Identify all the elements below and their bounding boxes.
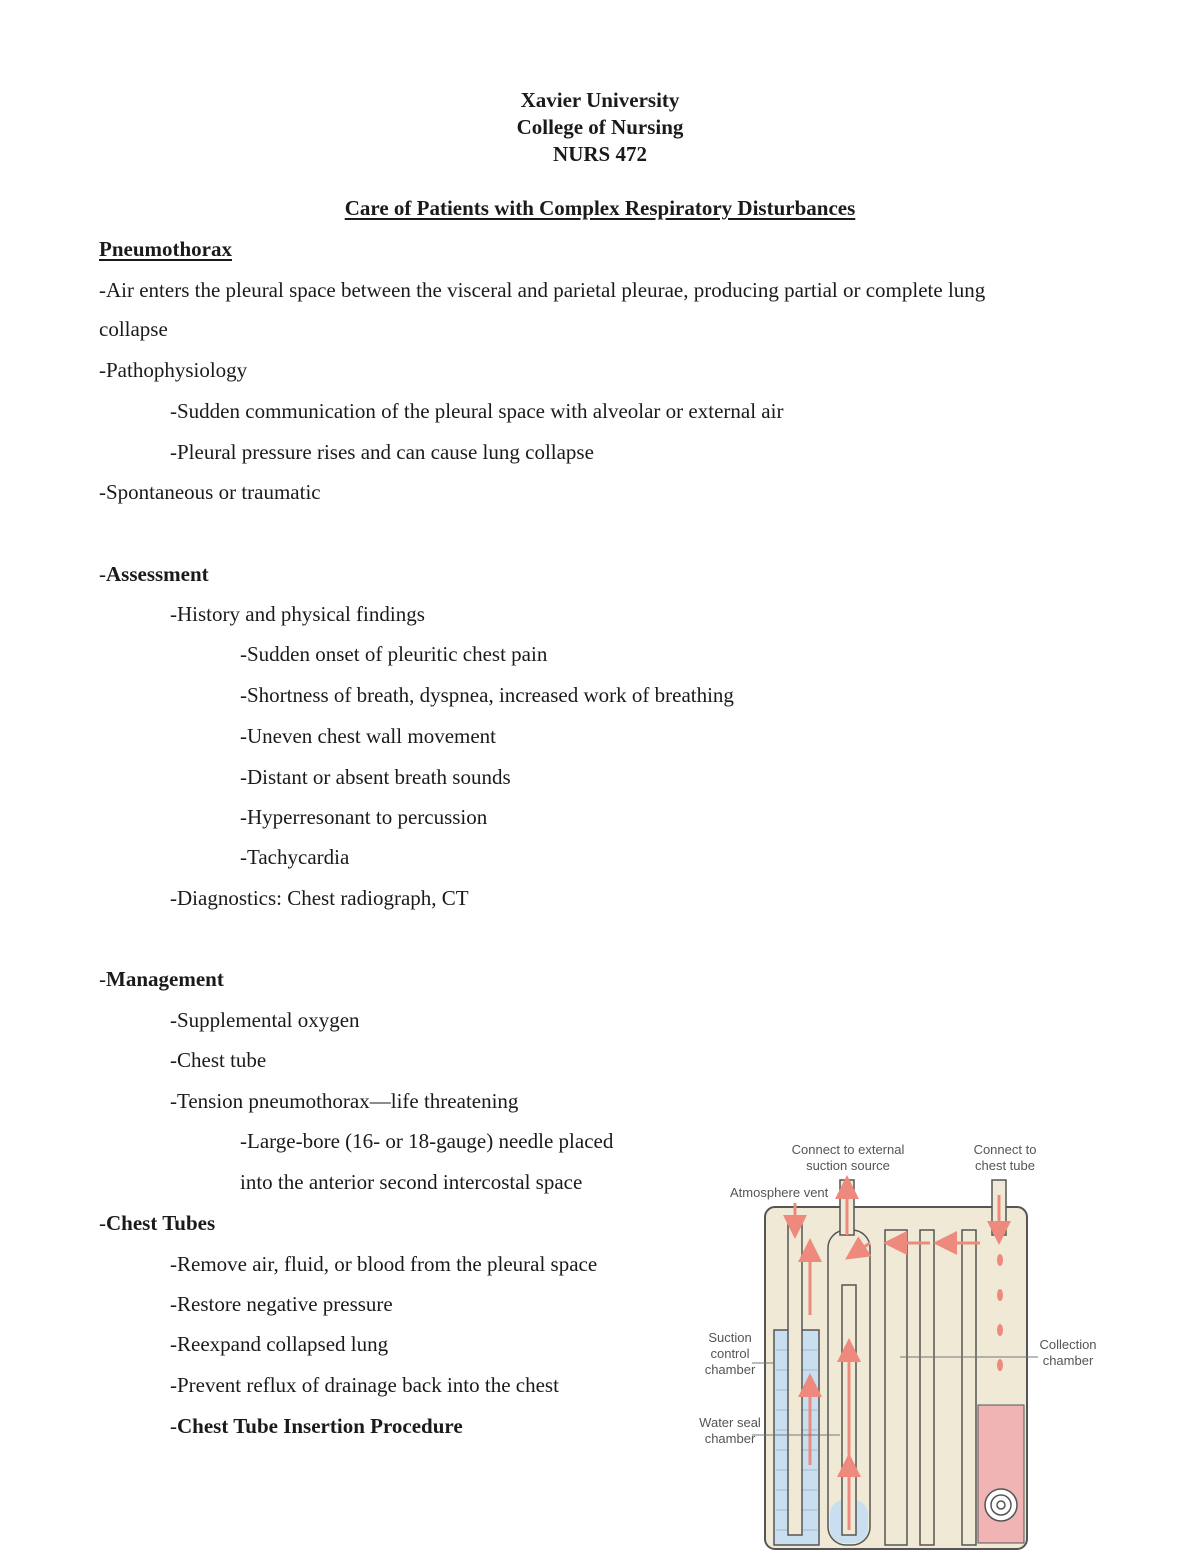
label-atmosphere-vent: Atmosphere vent	[730, 1185, 829, 1200]
collection-drain-port	[985, 1489, 1017, 1521]
label-suction-control: control	[710, 1346, 750, 1361]
collected-drainage	[978, 1405, 1024, 1543]
management-item: -Chest tube	[170, 1048, 267, 1072]
label-suction-control: chamber	[704, 1362, 756, 1377]
header-course: NURS 472	[553, 142, 647, 166]
management-item: -Tension pneumothorax—life threatening	[170, 1089, 519, 1113]
pneumothorax-heading: Pneumothorax	[99, 237, 232, 261]
chest-tubes-item: -Remove air, fluid, or blood from the pleural space	[170, 1252, 598, 1276]
procedure-heading	[170, 1413, 463, 1439]
atmosphere-vent-tube	[788, 1217, 802, 1535]
chest-tubes-heading-text: Chest Tubes	[106, 1211, 216, 1235]
pneumothorax-definition-line2: collapse	[99, 317, 168, 341]
label-suction-control: Suction	[708, 1330, 752, 1345]
patho-item: -Sudden communication of the pleural space with alveolar or external air	[170, 399, 784, 423]
label-chest-tube: Connect to	[973, 1142, 1037, 1157]
needle-line1: -Large-bore (16- or 18-gauge) needle placed	[240, 1129, 614, 1153]
assessment-finding: -Sudden onset of pleuritic chest pain	[240, 642, 548, 666]
assessment-finding: -Distant or absent breath sounds	[240, 765, 511, 789]
pathophysiology-label: -Pathophysiology	[99, 358, 248, 382]
management-dash: -	[99, 967, 106, 991]
assessment-heading	[99, 561, 209, 587]
label-water-seal: chamber	[704, 1431, 756, 1446]
assessment-diagnostics: -Diagnostics: Chest radiograph, CT	[170, 886, 469, 910]
document-title: Care of Patients with Complex Respiratory Disturbances	[344, 196, 856, 220]
header-college: College of Nursing	[516, 115, 684, 139]
management-item: -Supplemental oxygen	[170, 1008, 360, 1032]
chest-tubes-item: -Restore negative pressure	[170, 1292, 393, 1316]
management-heading-text: Management	[106, 967, 224, 991]
assessment-heading-text: Assessment	[106, 562, 209, 586]
label-collection: Collection	[1039, 1337, 1097, 1352]
collection-divider	[962, 1230, 976, 1545]
procedure-heading-text: Chest Tube Insertion Procedure	[177, 1414, 463, 1438]
chest-tubes-item: -Prevent reflux of drainage back into the chest	[170, 1373, 559, 1397]
label-external-suction: suction source	[806, 1158, 890, 1173]
patho-item: -Pleural pressure rises and can cause lung collapse	[170, 440, 594, 464]
label-chest-tube: chest tube	[975, 1158, 1035, 1173]
collection-divider	[920, 1230, 934, 1545]
chest-tubes-heading	[99, 1210, 215, 1236]
assessment-finding: -Tachycardia	[240, 845, 350, 869]
pneumothorax-types: -Spontaneous or traumatic	[99, 480, 321, 504]
label-external-suction: Connect to external	[791, 1142, 905, 1157]
assessment-finding: -Hyperresonant to percussion	[240, 805, 488, 829]
pneumothorax-definition-line1: -Air enters the pleural space between the visceral and parietal pleurae, producing partial or complete lung	[99, 278, 986, 302]
assessment-dash: -	[99, 562, 106, 586]
management-heading	[99, 966, 224, 992]
label-water-seal: Water seal	[699, 1415, 761, 1430]
assessment-history: -History and physical findings	[170, 602, 425, 626]
needle-line2: into the anterior second intercostal space	[240, 1170, 583, 1194]
chest-drainage-diagram	[690, 1135, 1110, 1553]
label-collection: chamber	[1042, 1353, 1094, 1368]
header-university: Xavier University	[520, 88, 680, 112]
assessment-finding: -Uneven chest wall movement	[240, 724, 496, 748]
chest-tubes-item: -Reexpand collapsed lung	[170, 1332, 389, 1356]
assessment-finding: -Shortness of breath, dyspnea, increased work of breathing	[240, 683, 734, 707]
collection-divider	[885, 1230, 907, 1545]
chest-tubes-dash: -	[99, 1211, 106, 1235]
procedure-dash: -	[170, 1414, 177, 1438]
